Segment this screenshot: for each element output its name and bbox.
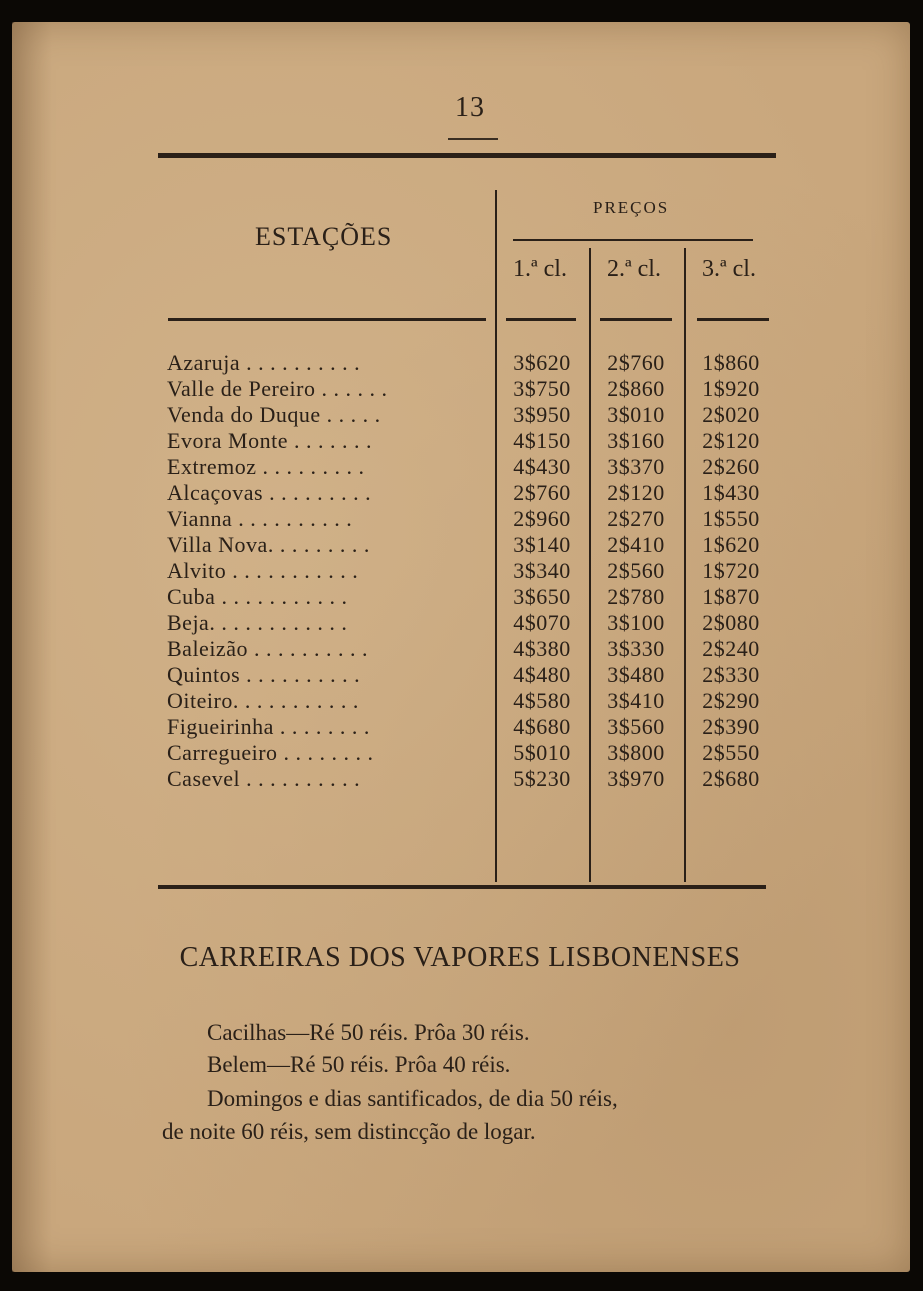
price-class-3: 2$330 <box>702 662 760 687</box>
price-class-1: 5$230 <box>513 766 571 791</box>
station-name: Evora Monte . . . . . . . <box>167 428 372 453</box>
price-class-2: 3$100 <box>607 610 665 635</box>
station-name: Vianna . . . . . . . . . . <box>167 506 353 531</box>
ferry-line-belem: Belem—Ré 50 réis. Prôa 40 réis. <box>207 1052 511 1077</box>
price-class-1: 3$620 <box>513 350 571 375</box>
section-title: CARREIRAS DOS VAPORES LISBONENSES <box>179 942 741 973</box>
price-class-2: 3$970 <box>607 766 665 791</box>
price-class-3: 1$620 <box>702 532 760 557</box>
price-class-3: 2$550 <box>702 740 760 765</box>
station-name: Oiteiro. . . . . . . . . . . <box>167 688 359 713</box>
table-top-rule <box>158 153 776 158</box>
price-class-3: 2$120 <box>702 428 760 453</box>
price-class-1: 4$480 <box>513 662 571 687</box>
price-class-3: 1$430 <box>702 480 760 505</box>
station-name: Beja. . . . . . . . . . . . <box>167 610 348 635</box>
station-name: Alcaçovas . . . . . . . . . <box>167 480 372 505</box>
price-class-2: 3$800 <box>607 740 665 765</box>
price-class-2: 3$010 <box>607 402 665 427</box>
page-number: 13 <box>455 92 485 123</box>
header-rule-stations <box>168 318 486 321</box>
station-name: Venda do Duque . . . . . <box>167 402 381 427</box>
price-class-2: 3$560 <box>607 714 665 739</box>
price-class-2: 2$410 <box>607 532 665 557</box>
price-class-1: 2$760 <box>513 480 571 505</box>
price-class-3: 2$290 <box>702 688 760 713</box>
ferry-line-holidays: Domingos e dias santificados, de dia 50 réis, <box>207 1086 618 1111</box>
station-name: Alvito . . . . . . . . . . . <box>167 558 359 583</box>
column-divider-2 <box>589 248 591 882</box>
price-class-1: 3$140 <box>513 532 571 557</box>
price-class-1: 4$380 <box>513 636 571 661</box>
header-rule-class-2 <box>600 318 672 321</box>
header-class-2: 2.ª cl. <box>607 256 661 282</box>
price-class-1: 3$750 <box>513 376 571 401</box>
ferry-line-cacilhas: Cacilhas—Ré 50 réis. Prôa 30 réis. <box>207 1020 530 1045</box>
price-class-3: 2$680 <box>702 766 760 791</box>
price-class-3: 2$240 <box>702 636 760 661</box>
station-name: Cuba . . . . . . . . . . . <box>167 584 348 609</box>
price-class-3: 2$390 <box>702 714 760 739</box>
header-precos: PREÇOS <box>593 198 670 217</box>
price-class-3: 1$550 <box>702 506 760 531</box>
table-bottom-rule <box>158 885 766 889</box>
price-class-1: 4$680 <box>513 714 571 739</box>
price-class-2: 3$330 <box>607 636 665 661</box>
header-class-1: 1.ª cl. <box>513 256 567 282</box>
price-class-1: 4$150 <box>513 428 571 453</box>
price-class-2: 2$860 <box>607 376 665 401</box>
station-name: Baleizão . . . . . . . . . . <box>167 636 368 661</box>
price-class-3: 1$870 <box>702 584 760 609</box>
price-class-1: 3$340 <box>513 558 571 583</box>
price-class-1: 3$650 <box>513 584 571 609</box>
price-class-2: 3$160 <box>607 428 665 453</box>
price-class-2: 3$480 <box>607 662 665 687</box>
price-class-2: 2$270 <box>607 506 665 531</box>
price-class-1: 2$960 <box>513 506 571 531</box>
station-name: Valle de Pereiro . . . . . . <box>167 376 388 401</box>
price-class-3: 2$020 <box>702 402 760 427</box>
column-divider-1 <box>495 190 497 882</box>
header-estacoes: ESTAÇÕES <box>255 222 393 251</box>
price-class-2: 2$560 <box>607 558 665 583</box>
price-class-1: 4$430 <box>513 454 571 479</box>
column-divider-3 <box>684 248 686 882</box>
station-name: Carregueiro . . . . . . . . <box>167 740 374 765</box>
price-class-1: 3$950 <box>513 402 571 427</box>
station-name: Figueirinha . . . . . . . . <box>167 714 370 739</box>
station-name: Extremoz . . . . . . . . . <box>167 454 365 479</box>
price-class-3: 2$260 <box>702 454 760 479</box>
price-class-1: 5$010 <box>513 740 571 765</box>
header-class-3: 3.ª cl. <box>702 256 756 282</box>
price-class-3: 2$080 <box>702 610 760 635</box>
header-rule-class-1 <box>506 318 576 321</box>
price-class-3: 1$860 <box>702 350 760 375</box>
price-class-2: 3$370 <box>607 454 665 479</box>
price-class-2: 2$120 <box>607 480 665 505</box>
ferry-line-night: de noite 60 réis, sem distincção de logar. <box>162 1119 536 1144</box>
station-name: Quintos . . . . . . . . . . <box>167 662 361 687</box>
station-name: Casevel . . . . . . . . . . <box>167 766 361 791</box>
price-class-2: 3$410 <box>607 688 665 713</box>
price-class-1: 4$070 <box>513 610 571 635</box>
page-number-rule <box>448 138 498 140</box>
price-class-2: 2$760 <box>607 350 665 375</box>
price-class-1: 4$580 <box>513 688 571 713</box>
precos-underline <box>513 239 753 241</box>
page-spine-shadow <box>12 22 52 1272</box>
price-class-2: 2$780 <box>607 584 665 609</box>
price-class-3: 1$720 <box>702 558 760 583</box>
station-name: Azaruja . . . . . . . . . . <box>167 350 361 375</box>
header-rule-class-3 <box>697 318 769 321</box>
price-class-3: 1$920 <box>702 376 760 401</box>
station-name: Villa Nova. . . . . . . . . <box>167 532 370 557</box>
